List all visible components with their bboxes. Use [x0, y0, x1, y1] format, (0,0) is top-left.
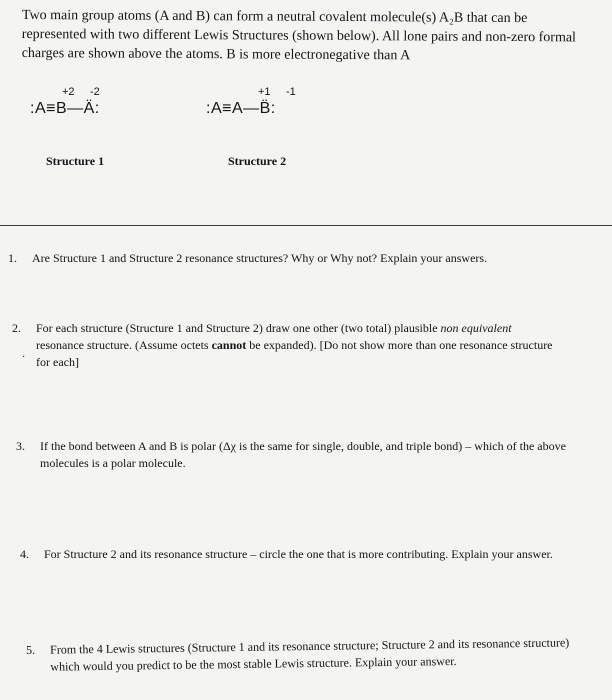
structure-2-formula: :A≡A—B̈: — [206, 100, 276, 117]
structure-1-charge-a: +2 — [62, 86, 75, 98]
structure-2-label: Structure 2 — [228, 154, 287, 168]
structure-1-formula: :A≡B—Ä: — [30, 100, 100, 117]
stray-mark: · — [22, 352, 26, 363]
question-5-number: 5. — [26, 642, 36, 657]
question-2-text-part-1: For each structure (Structure 1 and Structure 2) draw one other (two total) plausible — [36, 321, 441, 335]
structure-2-drawing — [206, 86, 296, 118]
intro-paragraph: Two main group atoms (A and B) can form a neutral covalent molecule(s) A₂B that can be represented with two different Lewis Structures (shown below). All lone pairs and non-zero formal charges are shown above the atoms. B is more electronegative than A — [21, 7, 577, 64]
question-1-number: 1. — [8, 251, 17, 265]
question-2-text — [36, 320, 556, 371]
structure-2-charge-b: -1 — [286, 86, 296, 98]
question-2-cannot: cannot — [211, 338, 247, 352]
question-4-text: For Structure 2 and its resonance structure – circle the one that is more contributing. Explain your answer. — [44, 547, 553, 561]
question-2-text-part-3: be expanded). [Do not show more than one resonance structure for each] — [36, 338, 553, 369]
structure-2-charge-a: +1 — [258, 86, 271, 98]
section-divider — [0, 225, 612, 226]
question-2-text-part-2: resonance structure. (Assume octets — [36, 338, 212, 352]
question-3-text: If the bond between A and B is polar (Δχ is the same for single, double, and triple bond) – which of the above molecules is a polar molecule. — [40, 439, 566, 470]
question-2-number: 2. — [12, 321, 21, 335]
question-4-number: 4. — [20, 547, 29, 561]
question-5-text: From the 4 Lewis structures (Structure 1 and its resonance structure; Structure 2 and its resonance structure) which would you predict to be the most stable Lewis structure. Explain your answer. — [50, 635, 570, 674]
question-3-number: 3. — [16, 439, 25, 453]
question-2-non-equivalent: non equivalent — [440, 321, 512, 335]
structure-1-drawing — [30, 86, 100, 118]
structure-1-label: Structure 1 — [46, 154, 105, 168]
question-1-text: Are Structure 1 and Structure 2 resonance structures? Why or Why not? Explain your answers. — [32, 251, 488, 265]
structure-1-charge-b: -2 — [90, 86, 100, 98]
question-5 — [26, 634, 586, 674]
